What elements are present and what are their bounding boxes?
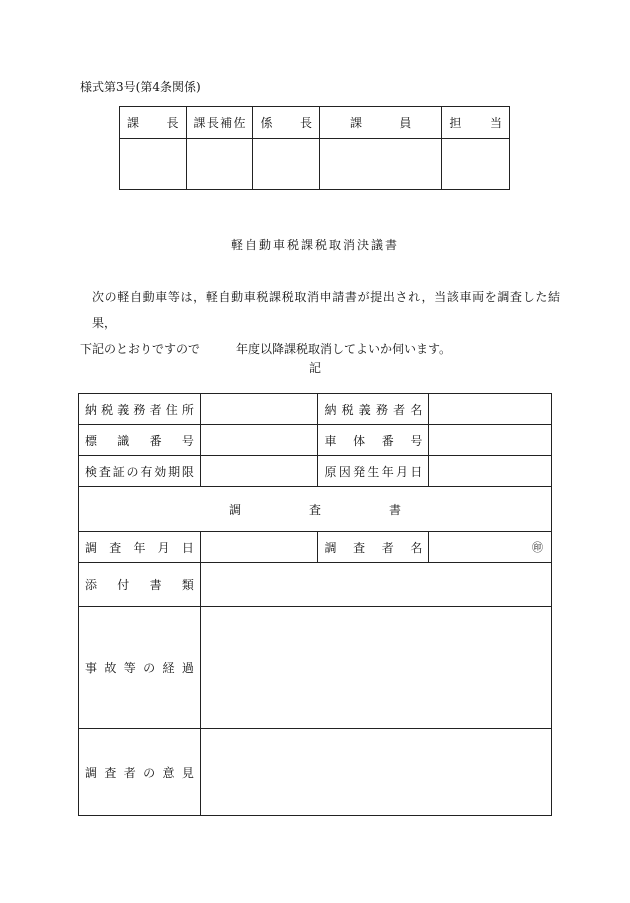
document-title: 軽自動車税課税取消決議書 — [230, 238, 399, 252]
label-cell — [318, 532, 429, 563]
value-cell[interactable] — [429, 425, 552, 456]
field-label: 納 税 義 務 者 住 所 — [85, 402, 194, 417]
approval-col-person-in-charge — [442, 107, 510, 139]
approval-box[interactable] — [186, 139, 253, 190]
field-label: 添 付 書 類 — [85, 578, 194, 592]
value-cell[interactable] — [429, 456, 552, 487]
approval-label: 課 員 — [350, 116, 412, 130]
label-cell — [79, 729, 201, 816]
form-number: 様式第3号(第4条関係) — [80, 80, 201, 94]
approval-col-staff — [320, 107, 442, 139]
label-cell — [79, 394, 201, 425]
label-cell — [318, 456, 429, 487]
field-label: 検 査 証 の 有 効 期 限 — [85, 464, 194, 479]
approval-box[interactable] — [120, 139, 187, 190]
label-cell — [79, 607, 201, 729]
value-cell[interactable] — [200, 607, 551, 729]
survey-header-cell — [79, 487, 552, 532]
approval-label: 課 長 — [127, 116, 179, 130]
field-label: 納 税 義 務 者 名 — [324, 402, 423, 417]
approval-box[interactable] — [320, 139, 442, 190]
approval-label: 担 当 — [449, 116, 502, 130]
approval-col-deputy-chief — [186, 107, 253, 139]
approval-col-section-chief — [120, 107, 187, 139]
label-cell — [318, 425, 429, 456]
value-cell[interactable] — [200, 729, 551, 816]
record-table — [78, 393, 552, 816]
label-cell — [79, 532, 201, 563]
value-cell[interactable] — [429, 532, 552, 563]
approval-stamp-table — [119, 106, 510, 190]
label-cell — [79, 563, 201, 607]
body-text — [80, 284, 560, 362]
field-label: 標 識 番 号 — [85, 433, 194, 448]
value-cell[interactable] — [200, 425, 318, 456]
value-cell[interactable] — [429, 394, 552, 425]
approval-label: 課 長 補 佐 — [193, 116, 246, 130]
field-label: 原 因 発 生 年 月 日 — [324, 464, 423, 479]
approval-col-subsection-chief — [253, 107, 320, 139]
label-cell — [79, 425, 201, 456]
field-label: 調 査 者 名 — [324, 540, 423, 555]
ki-heading: 記 — [308, 361, 321, 375]
value-cell[interactable] — [200, 394, 318, 425]
label-cell — [318, 394, 429, 425]
seal-mark: ㊞ — [532, 541, 543, 554]
approval-box[interactable] — [253, 139, 320, 190]
body-line: 次の軽自動車等は，軽自動車税課税取消申請書が提出され，当該車両を調査した結果， — [92, 290, 560, 330]
value-cell[interactable] — [200, 563, 551, 607]
body-line: 下記のとおりですので 年度以降課税取消してよいか伺います。 — [80, 342, 452, 356]
field-label: 調 査 年 月 日 — [85, 540, 194, 555]
survey-header: 調 査 書 — [229, 502, 401, 517]
field-label: 事 故 等 の 経 過 — [85, 661, 194, 675]
field-label: 調 査 者 の 意 見 — [85, 765, 194, 780]
value-cell[interactable] — [200, 532, 318, 563]
field-label: 車 体 番 号 — [324, 433, 423, 448]
approval-label: 係 長 — [260, 116, 313, 130]
label-cell — [79, 456, 201, 487]
approval-box[interactable] — [442, 139, 510, 190]
value-cell[interactable] — [200, 456, 318, 487]
